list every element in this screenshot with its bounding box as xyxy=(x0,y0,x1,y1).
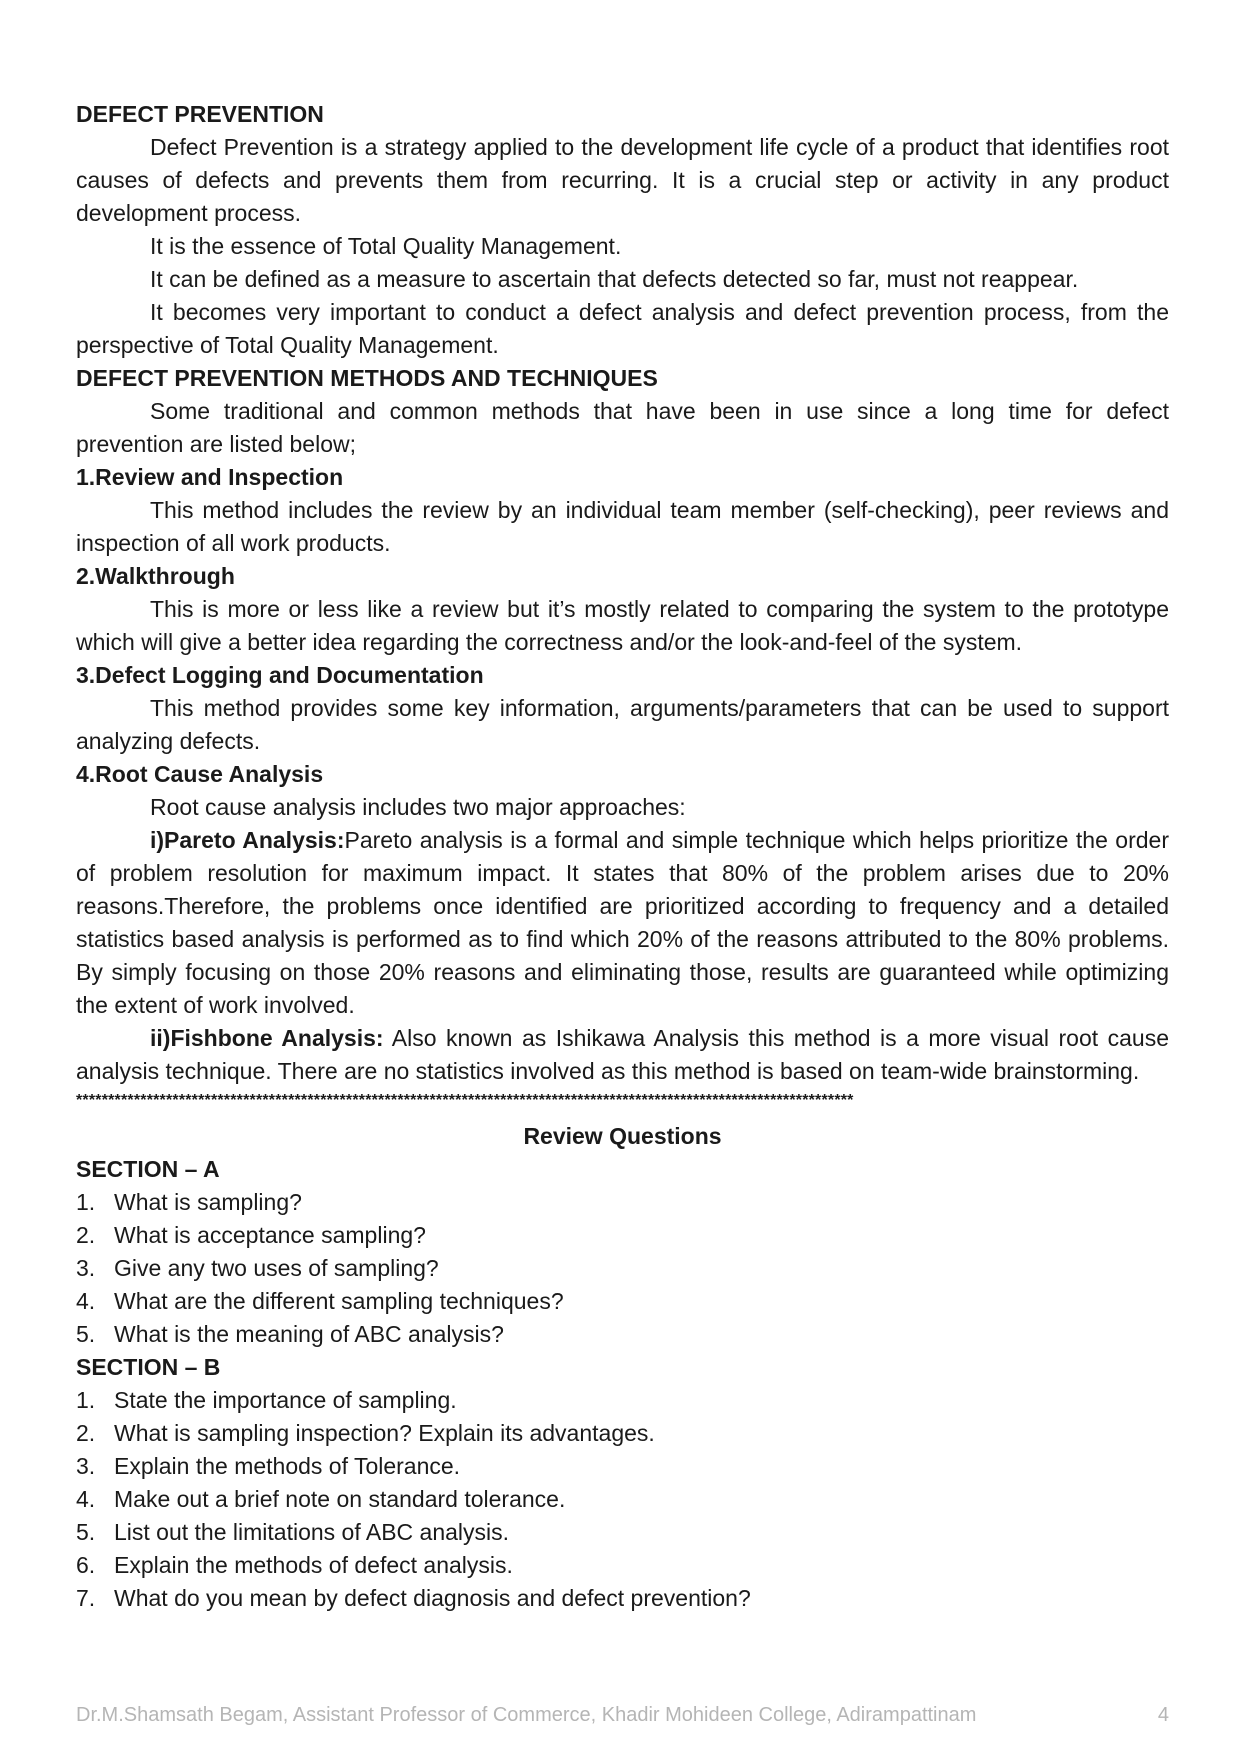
list-item: 4. What are the different sampling techniques? xyxy=(76,1288,564,1314)
footer-author: Dr.M.Shamsath Begam, Assistant Professor of Commerce, Khadir Mohideen College, Adirampattinam xyxy=(76,1704,977,1726)
section-b-list xyxy=(76,1384,1169,1615)
paragraph: It is the essence of Total Quality Management. xyxy=(150,233,622,259)
list-item: 3. Explain the methods of Tolerance. xyxy=(76,1453,461,1479)
paragraph: Some traditional and common methods that have been in use since a long time for defect prevention are listed below; xyxy=(76,398,1169,457)
section-a-list xyxy=(76,1186,1169,1351)
section-heading-defect-prevention: DEFECT PREVENTION xyxy=(76,101,324,127)
fishbone-paragraph xyxy=(76,1022,1169,1088)
list-item: 1. What is sampling? xyxy=(76,1189,302,1215)
page-footer xyxy=(76,1702,1169,1728)
method-text: This method provides some key information, arguments/parameters that can be used to support analyzing defects. xyxy=(76,695,1169,754)
pareto-label: i)Pareto Analysis: xyxy=(150,827,345,853)
pareto-paragraph xyxy=(76,824,1169,1022)
list-item: 2. What is acceptance sampling? xyxy=(76,1222,426,1248)
document-body xyxy=(76,98,1169,1615)
method-title: 1.Review and Inspection xyxy=(76,464,344,490)
paragraph: Defect Prevention is a strategy applied to the development life cycle of a product that identifies root causes of defects and prevents them from recurring. It is a crucial step or activity in any product development process. xyxy=(76,134,1169,226)
fishbone-label: ii)Fishbone Analysis: xyxy=(150,1025,384,1051)
method-title: 4.Root Cause Analysis xyxy=(76,761,324,787)
method-text: This is more or less like a review but it’s mostly related to comparing the system to the prototype which will give a better idea regarding the correctness and/or the look-and-feel of the system. xyxy=(76,596,1169,655)
list-item: 7. What do you mean by defect diagnosis and defect prevention? xyxy=(76,1585,751,1611)
section-a-heading: SECTION – A xyxy=(76,1156,220,1182)
method-title: 3.Defect Logging and Documentation xyxy=(76,662,484,688)
section-heading-methods: DEFECT PREVENTION METHODS AND TECHNIQUES xyxy=(76,365,658,391)
page-number: 4 xyxy=(1157,1704,1169,1726)
method-text: This method includes the review by an individual team member (self-checking), peer reviews and inspection of all work products. xyxy=(76,497,1169,556)
separator: ************************************************************************************************************************* xyxy=(76,1092,854,1109)
fishbone-text: Also known as Ishikawa Analysis this method is a more visual root cause analysis technique. There are no statistics involved as this method is based on team-wide brainstorming. xyxy=(76,1025,1169,1084)
method-title: 2.Walkthrough xyxy=(76,563,235,589)
list-item: 5. What is the meaning of ABC analysis? xyxy=(76,1321,504,1347)
pareto-text: Pareto analysis is a formal and simple technique which helps prioritize the order of problem resolution for maximum impact. It states that 80% of the problem arises due to 20% reasons.Therefore, the problems once identified are prioritized according to frequency and a detailed statistics based analysis is performed as to find which 20% of the reasons attributed to the 80% problems. By simply focusing on those 20% reasons and eliminating those, results are guaranteed while optimizing the extent of work involved. xyxy=(76,827,1170,1018)
list-item: 5. List out the limitations of ABC analysis. xyxy=(76,1519,510,1545)
section-b-heading: SECTION – B xyxy=(76,1354,221,1380)
list-item: 4. Make out a brief note on standard tolerance. xyxy=(76,1486,566,1512)
method-text: Root cause analysis includes two major approaches: xyxy=(150,794,686,820)
paragraph: It becomes very important to conduct a defect analysis and defect prevention process, from the perspective of Total Quality Management. xyxy=(76,299,1169,358)
list-item: 6. Explain the methods of defect analysis. xyxy=(76,1552,513,1578)
review-questions-title: Review Questions xyxy=(523,1123,722,1149)
list-item: 2. What is sampling inspection? Explain its advantages. xyxy=(76,1420,655,1446)
paragraph: It can be defined as a measure to ascertain that defects detected so far, must not reappear. xyxy=(150,266,1079,292)
list-item: 1. State the importance of sampling. xyxy=(76,1387,457,1413)
list-item: 3. Give any two uses of sampling? xyxy=(76,1255,439,1281)
